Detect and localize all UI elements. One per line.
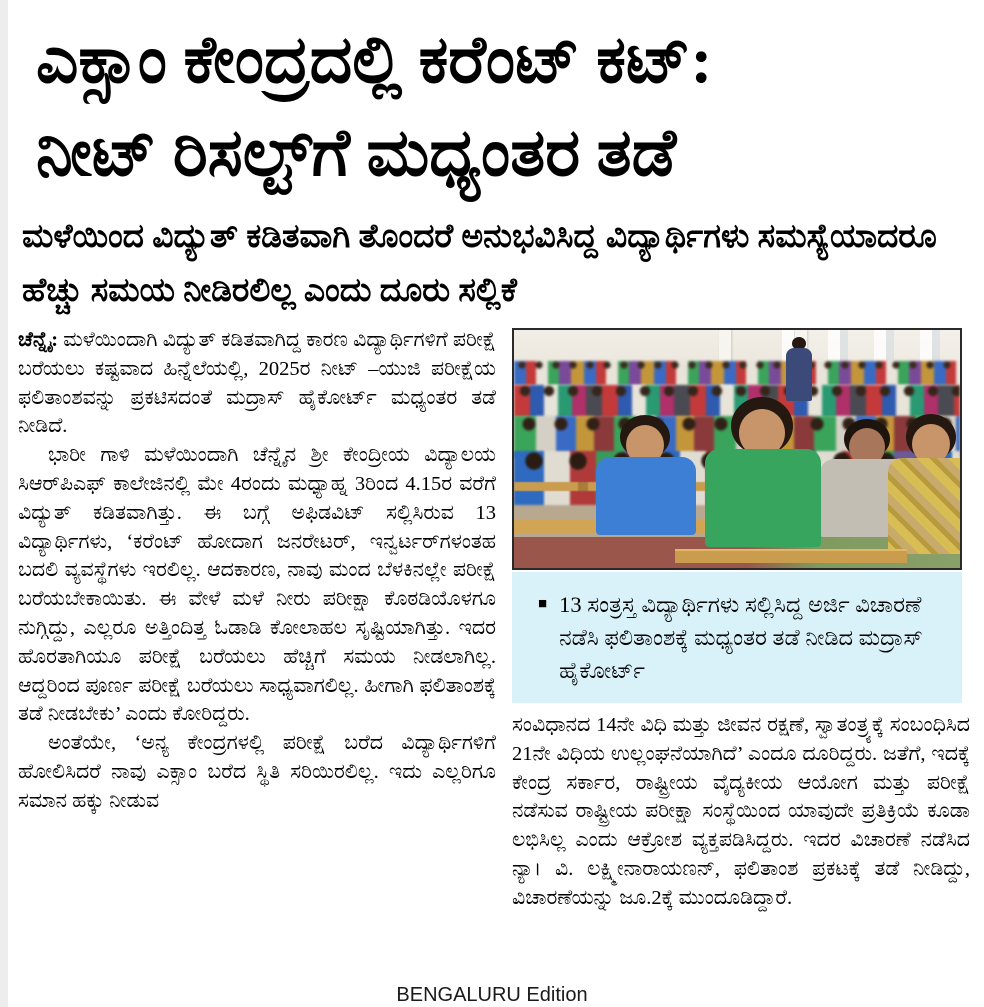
photo-student-green-dress (697, 397, 827, 547)
right-column-text (512, 711, 970, 913)
paragraph-3: ಅಂತೆಯೇ, ‘ಅನ್ಯ ಕೇಂದ್ರಗಳಲ್ಲಿ ಪರೀಕ್ಷೆ ಬರೆದ ವಿದ್ಯಾರ್ಥಿಗಳಿಗೆ ಹೋಲಿಸಿದರೆ ನಾವು ಎಕ್ಸಾಂ ಬರೆದ ಸ್ಥಿತಿ ಸರಿಯಿರಲಿಲ್ಲ. ಇದು ಎಲ್ಲರಿಗೂ ಸಮಾನ ಹಕ್ಕು ನೀಡುವ (18, 732, 496, 812)
page-edge-strip (0, 0, 8, 1007)
left-column (18, 326, 496, 913)
photo-student-patterned-dress (888, 414, 962, 554)
photo-caption: 13 ಸಂತ್ರಸ್ತ ವಿದ್ಯಾರ್ಥಿಗಳು ಸಲ್ಲಿಸಿದ್ದ ಅರ್ಜಿ ವಿಚಾರಣೆ ನಡೆಸಿ ಫಲಿತಾಂಶಕ್ಕೆ ಮಧ್ಯಂತರ ತಡೆ ನೀಡಿದ ಮದ್ರಾಸ್ ಹೈಕೋರ್ಟ್ (559, 592, 923, 683)
headline-line-1: ಎಕ್ಸಾಂ ಕೇಂದ್ರದಲ್ಲಿ ಕರೆಂಟ್ ಕಟ್: (36, 24, 713, 97)
photo-student-blue-shirt (590, 415, 700, 535)
headline-line-2: ನೀಟ್ ರಿಸಲ್ಟ್‌ಗೆ ಮಧ್ಯಂತರ ತಡೆ (36, 117, 677, 190)
figure-torso (596, 457, 696, 535)
paragraph-4: ಸಂವಿಧಾನದ 14ನೇ ವಿಧಿ ಮತ್ತು ಜೀವನ ರಕ್ಷಣೆ, ಸ್ವಾತಂತ್ರ್ಯಕ್ಕೆ ಸಂಬಂಧಿಸಿದ 21ನೇ ವಿಧಿಯ ಉಲ್ಲಂಘನೆಯಾಗಿದೆ’ ಎಂದೂ ದೂರಿದ್ದರು. ಜತೆಗೆ, ಇದಕ್ಕೆ ಕೇಂದ್ರ ಸರ್ಕಾರ, ರಾಷ್ಟ್ರೀಯ ವೈದ್ಯಕೀಯ ಆಯೋಗ ಮತ್ತು ಪರೀಕ್ಷೆ ನಡೆಸುವ ರಾಷ್ಟ್ರೀಯ ಪರೀಕ್ಷಾ ಸಂಸ್ಥೆಯಿಂದ ಯಾವುದೇ ಪ್ರತಿಕ್ರಿಯೆ ಕೂಡಾ ಲಭಿಸಿಲ್ಲ ಎಂದು ಆಕ್ರೋಶ ವ್ಯಕ್ತಪಡಿಸಿದ್ದರು. ಇದರ ವಿಚಾರಣೆ ನಡೆಸಿದ ನ್ಯಾ। ವಿ. ಲಕ್ಷ್ಮೀನಾರಾಯಣನ್, ಫಲಿತಾಂಶ ಪ್ರಕಟಕ್ಕೆ ತಡೆ ನೀಡಿದ್ದು, ವಿಚಾರಣೆಯನ್ನು ಜೂ.2ಕ್ಕೆ ಮುಂದೂಡಿದ್ದಾರೆ. (512, 714, 970, 909)
article-headline (18, 14, 970, 200)
article-subheadline: ಮಳೆಯಿಂದ ವಿದ್ಯುತ್ ಕಡಿತವಾಗಿ ತೊಂದರೆ ಅನುಭವಿಸಿದ್ದ ವಿದ್ಯಾರ್ಥಿಗಳು ಸಮಸ್ಯೆಯಾದರೂ ಹೆಚ್ಚು ಸಮಯ ನೀಡಿರಲಿಲ್ಲ ಎಂದು ದೂರು ಸಲ್ಲಿಕೆ (22, 219, 937, 309)
photo-caption-box (512, 572, 962, 703)
photo-invigilator-figure (786, 337, 812, 401)
paragraph-2: ಭಾರೀ ಗಾಳಿ ಮಳೆಯಿಂದಾಗಿ ಚೆನ್ನೈನ ಶ್ರೀ ಕೇಂದ್ರೀಯ ವಿದ್ಯಾಲಯ ಸಿಆರ್‌ಪಿಎಫ್ ಕಾಲೇಜಿನಲ್ಲಿ ಮೇ 4ರಂದು ಮಧ್ಯಾಹ್ನ 3ರಿಂದ 4.15ರ ವರೆಗೆ ವಿದ್ಯುತ್ ಕಡಿತವಾಗಿತ್ತು. ಈ ಬಗ್ಗೆ ಅಫಿಡವಿಟ್ ಸಲ್ಲಿಸಿರುವ 13 ವಿದ್ಯಾರ್ಥಿಗಳು, ‘ಕರೆಂಟ್ ಹೋದಾಗ ಜನರೇಟರ್, ಇನ್ವರ್ಟರ್‌ಗಳಂತಹ ಬದಲಿ ವ್ಯವಸ್ಥೆಗಳು ಇರಲಿಲ್ಲ. ಆದಕಾರಣ, ನಾವು ಮಂದ ಬೆಳಕಿನಲ್ಲೇ ಪರೀಕ್ಷೆ ಬರೆಯಬೇಕಾಯಿತು. ಈ ವೇಳೆ ಮಳೆ ನೀರು ಪರೀಕ್ಷಾ ಕೊಠಡಿಯೊಳಗೂ ನುಗ್ಗಿದ್ದು, ಎಲ್ಲರೂ ಅತ್ತಿಂದಿತ್ತ ಓಡಾಡಿ ಕೋಲಾಹಲ ಸೃಷ್ಟಿಯಾಗಿತ್ತು. ಇದರ ಹೊರತಾಗಿಯೂ ಪರೀಕ್ಷೆ ಬರೆಯಲು ಹೆಚ್ಚಿಗೆ ಸಮಯ ನೀಡಲಾಗಿಲ್ಲ. ಆದ್ದರಿಂದ ಪೂರ್ಣ ಪರೀಕ್ಷೆ ಬರೆಯಲು ಸಾಧ್ಯವಾಗಲಿಲ್ಲ. ಹೀಗಾಗಿ ಫಲಿತಾಂಶಕ್ಕೆ ತಡೆ ನೀಡಬೇಕು’ ಎಂದು ಕೋರಿದ್ದರು. (18, 444, 496, 726)
figure-torso (786, 348, 812, 401)
article-columns (18, 326, 970, 913)
right-column (512, 326, 970, 913)
paragraph-1-text: ಮಳೆಯಿಂದಾಗಿ ವಿದ್ಯುತ್ ಕಡಿತವಾಗಿದ್ದ ಕಾರಣ ವಿದ್ಯಾರ್ಥಿಗಳಿಗೆ ಪರೀಕ್ಷೆ ಬರೆಯಲು ಕಷ್ಟವಾದ ಹಿನ್ನೆಲೆಯಲ್ಲಿ, 2025ರ ನೀಟ್ –ಯುಜಿ ಪರೀಕ್ಷೆಯ ಫಲಿತಾಂಶವನ್ನು ಪ್ರಕಟಿಸದಂತೆ ಮದ್ರಾಸ್ ಹೈಕೋರ್ಟ್ ಮಧ್ಯಂತರ ತಡೆ ನೀಡಿದೆ. (18, 329, 496, 438)
caption-bullet-icon: ■ (538, 595, 548, 612)
photo-crowd-row-far (514, 361, 960, 385)
dateline: ಚೆನ್ನೈ: (18, 329, 59, 351)
exam-hall-photo (512, 328, 962, 570)
figure-torso (888, 458, 962, 554)
figure-torso (705, 449, 821, 547)
edition-label: BENGALURU Edition (396, 984, 588, 1006)
photo-foreground-desk (675, 549, 907, 563)
paragraph-1 (18, 326, 496, 441)
newspaper-article (8, 0, 976, 1007)
